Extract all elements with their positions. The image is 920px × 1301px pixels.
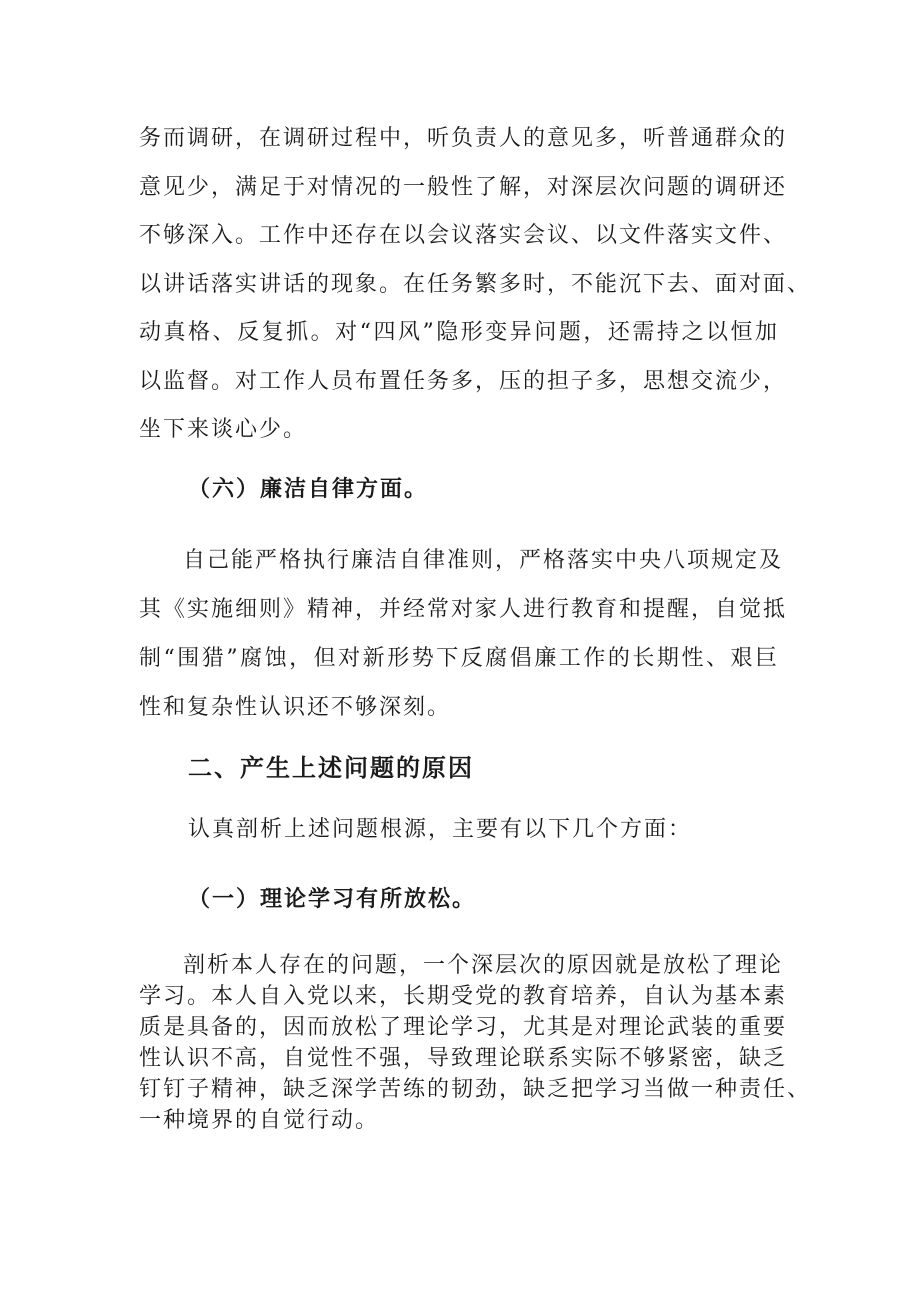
intro-text: 认真剖析上述问题根源，主要有以下几个方面：: [188, 817, 693, 842]
text-line: 学习。本人自入党以来，长期受党的教育培养，自认为基本素: [139, 984, 788, 1009]
text-line: 制“围猎”腐蚀，但对新形势下反腐倡廉工作的长期性、艰巨: [139, 646, 779, 671]
paragraph-work-style: [139, 115, 812, 455]
text-line: 性认识不高，自觉性不强，导致理论联系实际不够紧密，缺乏: [139, 1046, 788, 1071]
text-line: 务而调研，在调研过程中，听负责人的意见多，听普通群众的: [139, 126, 788, 151]
text-line: 自己能严格执行廉洁自律准则，严格落实中央八项规定及: [183, 548, 784, 573]
text-line: 其《实施细则》精神，并经常对家人进行教育和提醒，自觉抵: [139, 597, 788, 622]
text-line: 一种境界的自觉行动。: [139, 1108, 380, 1133]
section-heading-integrity: （六）廉洁自律方面。: [188, 476, 429, 502]
text-line: 动真格、反复抓。对“四风”隐形变异问题，还需持之以恒加: [139, 320, 779, 345]
text-line: 钉钉子精神，缺乏深学苦练的韧劲，缺乏把学习当做一种责任、: [139, 1077, 812, 1102]
chapter-heading-causes: 二、产生上述问题的原因: [188, 753, 474, 782]
text-line: 意见少，满足于对情况的一般性了解，对深层次问题的调研还: [139, 174, 788, 200]
paragraph-theory-study: [139, 950, 812, 1136]
text-line: 剖析本人存在的问题，一个深层次的原因就是放松了理论: [183, 953, 784, 978]
section-heading-theory-study: （一）理论学习有所放松。: [188, 886, 477, 912]
text-line: 以讲话落实讲话的现象。在任务繁多时，不能沉下去、面对面、: [139, 271, 812, 297]
text-line: 质是具备的，因而放松了理论学习，尤其是对理论武装的重要: [139, 1015, 788, 1040]
text-line: 性和复杂性认识还不够深刻。: [139, 695, 452, 720]
text-line: 以监督。对工作人员布置任务多，压的担子多，思想交流少，: [139, 368, 788, 394]
text-line: 不够深入。工作中还存在以会议落实会议、以文件落实文件、: [139, 223, 788, 248]
text-line: 坐下来谈心少。: [139, 417, 308, 442]
paragraph-integrity: [139, 536, 788, 732]
